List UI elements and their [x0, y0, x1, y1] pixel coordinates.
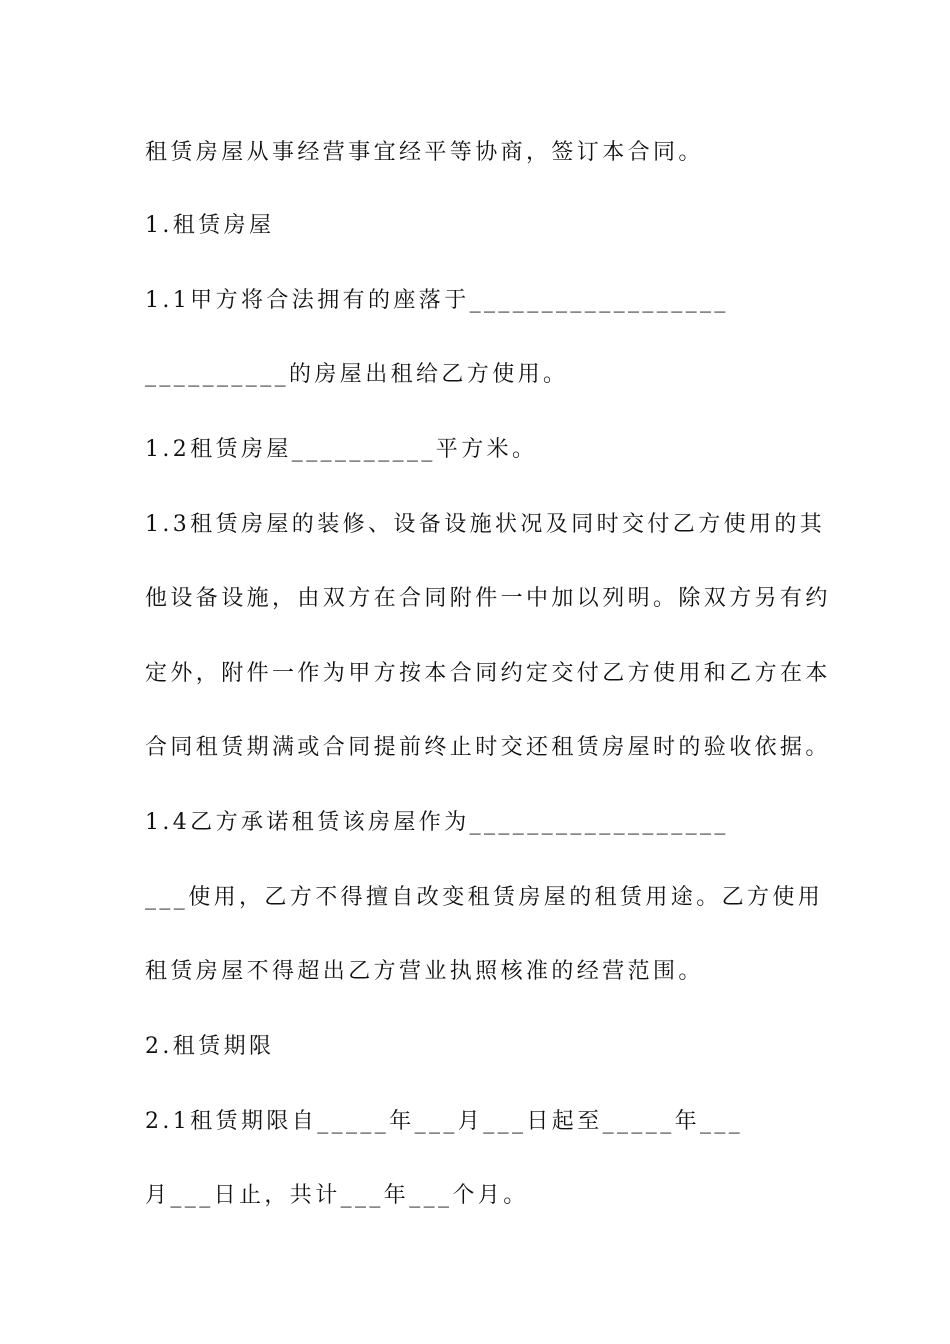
text-line-1-3b: 他设备设施，由双方在合同附件一中加以列明。除双方另有约 [145, 586, 831, 611]
section-heading-2: 2.租赁期限 [145, 1034, 275, 1059]
text-line-1-4b: ___使用，乙方不得擅自改变租赁房屋的租赁用途。乙方使用 [145, 885, 824, 910]
text-line-1-3d: 合同租赁期满或合同提前终止时交还租赁房屋时的验收依据。 [145, 735, 831, 760]
text-line-1-3a: 1.3租赁房屋的装修、设备设施状况及同时交付乙方使用的其 [145, 512, 826, 537]
text-line-1-1a: 1.1甲方将合法拥有的座落于__________________ [145, 288, 729, 313]
text-line-1-4c: 租赁房屋不得超出乙方营业执照核准的经营范围。 [145, 959, 704, 984]
text-line-1-4a: 1.4乙方承诺租赁该房屋作为__________________ [145, 810, 729, 835]
text-line-2-1b: 月___日止，共计___年___个月。 [145, 1183, 529, 1208]
text-line-1: 租赁房屋从事经营事宜经平等协商，签订本合同。 [145, 140, 704, 165]
text-line-1-1b: __________的房屋出租给乙方使用。 [145, 362, 569, 387]
text-line-1-3c: 定外，附件一作为甲方按本合同约定交付乙方使用和乙方在本 [145, 661, 831, 686]
section-heading-1: 1.租赁房屋 [145, 213, 275, 238]
text-line-2-1a: 2.1租赁期限自_____年___月___日起至_____年___ [145, 1109, 744, 1134]
text-line-1-2: 1.2租赁房屋__________平方米。 [145, 437, 538, 462]
